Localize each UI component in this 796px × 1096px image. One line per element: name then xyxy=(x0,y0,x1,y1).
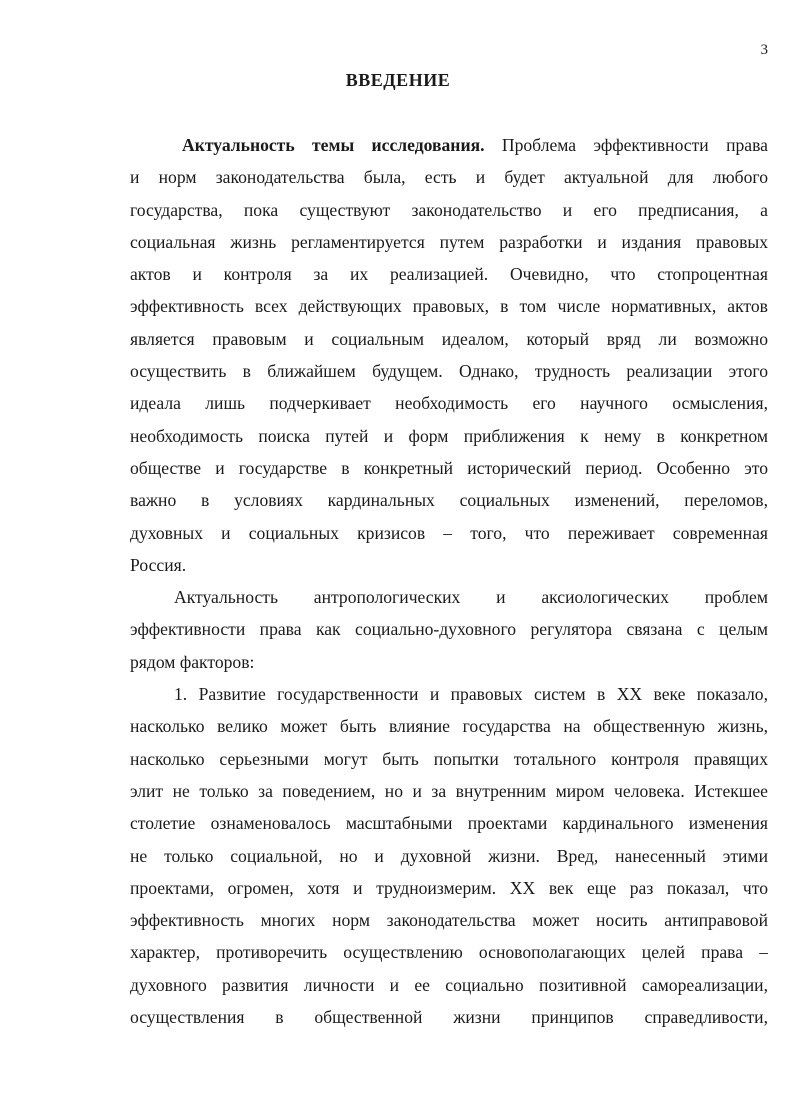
line-text: Проблема эффективности права xyxy=(501,135,768,155)
paragraph-line: насколько велико может быть влияние государства на общественную жизнь, xyxy=(130,716,768,737)
paragraph-line: и норм законодательства была, есть и будет актуальной для любого xyxy=(130,167,768,188)
paragraph-line: важно в условиях кардинальных социальных изменений, переломов, xyxy=(130,490,768,511)
paragraph-line: эффективности права как социально-духовного регулятора связана с целым xyxy=(130,619,768,640)
paragraph-line: 1. Развитие государственности и правовых систем в XX веке показало, xyxy=(174,684,768,705)
bold-lead-phrase: Актуальность темы исследования. xyxy=(182,135,485,155)
paragraph-line: государства, пока существуют законодательство и его предписания, а xyxy=(130,199,768,220)
paragraph-line: рядом факторов: xyxy=(130,651,255,672)
paragraph-line: Актуальность антропологических и аксиологических проблем xyxy=(174,587,768,608)
paragraph-line: эффективность всех действующих правовых, в том числе нормативных, актов xyxy=(130,296,768,317)
paragraph-line: Россия. xyxy=(130,554,187,575)
paragraph-line: идеала лишь подчеркивает необходимость его научного осмысления, xyxy=(130,393,768,414)
paragraph-line: эффективность многих норм законодательства может носить антиправовой xyxy=(130,910,768,931)
paragraph-line: актов и контроля за их реализацией. Очевидно, что стопроцентная xyxy=(130,264,768,285)
paragraph-line: проектами, огромен, хотя и трудноизмерим. XX век еще раз показал, что xyxy=(130,877,768,898)
paragraph-line: элит не только за поведением, но и за внутренним миром человека. Истекшее xyxy=(130,780,768,801)
document-body xyxy=(130,129,768,1033)
paragraph-line: насколько серьезными могут быть попытки тотального контроля правящих xyxy=(130,748,768,769)
paragraph-line: не только социальной, но и духовной жизни. Вред, нанесенный этими xyxy=(130,845,768,866)
paragraph-line: необходимость поиска путей и форм приближения к нему в конкретном xyxy=(130,425,768,446)
paragraph-line: характер, противоречить осуществлению основополагающих целей права – xyxy=(130,942,768,963)
paragraph-line: духовных и социальных кризисов – того, что переживает современная xyxy=(130,522,768,543)
paragraph-line: осуществить в ближайшем будущем. Однако, трудность реализации этого xyxy=(130,361,768,382)
paragraph-line: духовного развития личности и ее социально позитивной самореализации, xyxy=(130,974,768,995)
paragraph-line: социальная жизнь регламентируется путем разработки и издания правовых xyxy=(130,231,768,252)
paragraph-line: является правовым и социальным идеалом, который вряд ли возможно xyxy=(130,328,768,349)
paragraph-line: осуществления в общественной жизни принципов справедливости, xyxy=(130,1007,768,1028)
page-title: ВВЕДЕНИЕ xyxy=(345,70,451,90)
page-number: 3 xyxy=(760,42,768,58)
paragraph-line xyxy=(130,129,768,161)
paragraph-line: обществе и государстве в конкретный исторический период. Особенно это xyxy=(130,457,768,478)
paragraph-line: столетие ознаменовалось масштабными проектами кардинального изменения xyxy=(130,813,768,834)
